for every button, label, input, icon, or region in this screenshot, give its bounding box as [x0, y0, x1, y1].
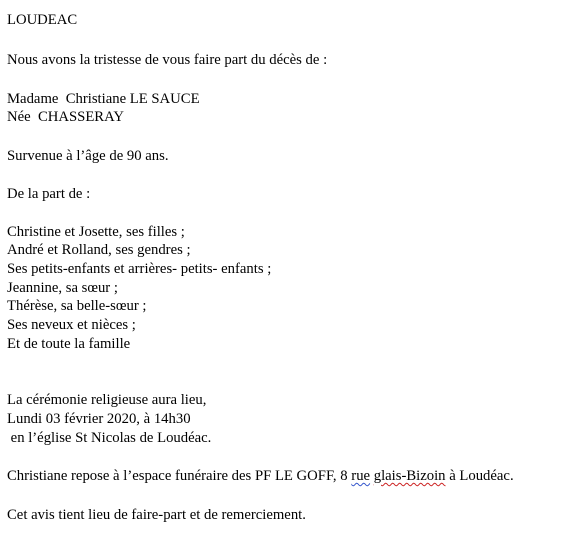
spellcheck-word-rue: rue	[351, 468, 371, 484]
family-line: Christine et Josette, ses filles ;	[7, 224, 185, 240]
closing-line: Cet avis tient lieu de faire-part et de remerciement.	[7, 507, 306, 523]
family-line: Thérèse, sa belle-sœur ;	[7, 298, 147, 314]
family-line: André et Rolland, ses gendres ;	[7, 242, 191, 258]
resting-text-after: à Loudéac.	[445, 468, 514, 484]
from-label: De la part de :	[7, 186, 91, 202]
family-line: Ses petits-enfants et arrières- petits- enfants ;	[7, 261, 272, 277]
age-line: Survenue à l’âge de 90 ans.	[7, 148, 169, 164]
town-heading: LOUDEAC	[7, 12, 78, 28]
intro-text: Nous avons la tristesse de vous faire part du décès de :	[7, 52, 328, 68]
family-line: Ses neveux et nièces ;	[7, 317, 136, 333]
resting-place-line	[7, 467, 514, 485]
family-line: Jeannine, sa sœur ;	[7, 280, 118, 296]
resting-text-before: Christiane repose à l’espace funéraire des PF LE GOFF, 8	[7, 468, 352, 484]
ceremony-line: en l’église St Nicolas de Loudéac.	[7, 430, 212, 446]
ceremony-line: Lundi 03 février 2020, à 14h30	[7, 411, 191, 427]
spellcheck-word-street-name: glais-Bizoin	[373, 468, 446, 484]
family-line: Et de toute la famille	[7, 336, 131, 352]
deceased-name: Madame Christiane LE SAUCE	[7, 91, 200, 107]
ceremony-line: La cérémonie religieuse aura lieu,	[7, 392, 207, 408]
maiden-name: Née CHASSERAY	[7, 109, 124, 125]
